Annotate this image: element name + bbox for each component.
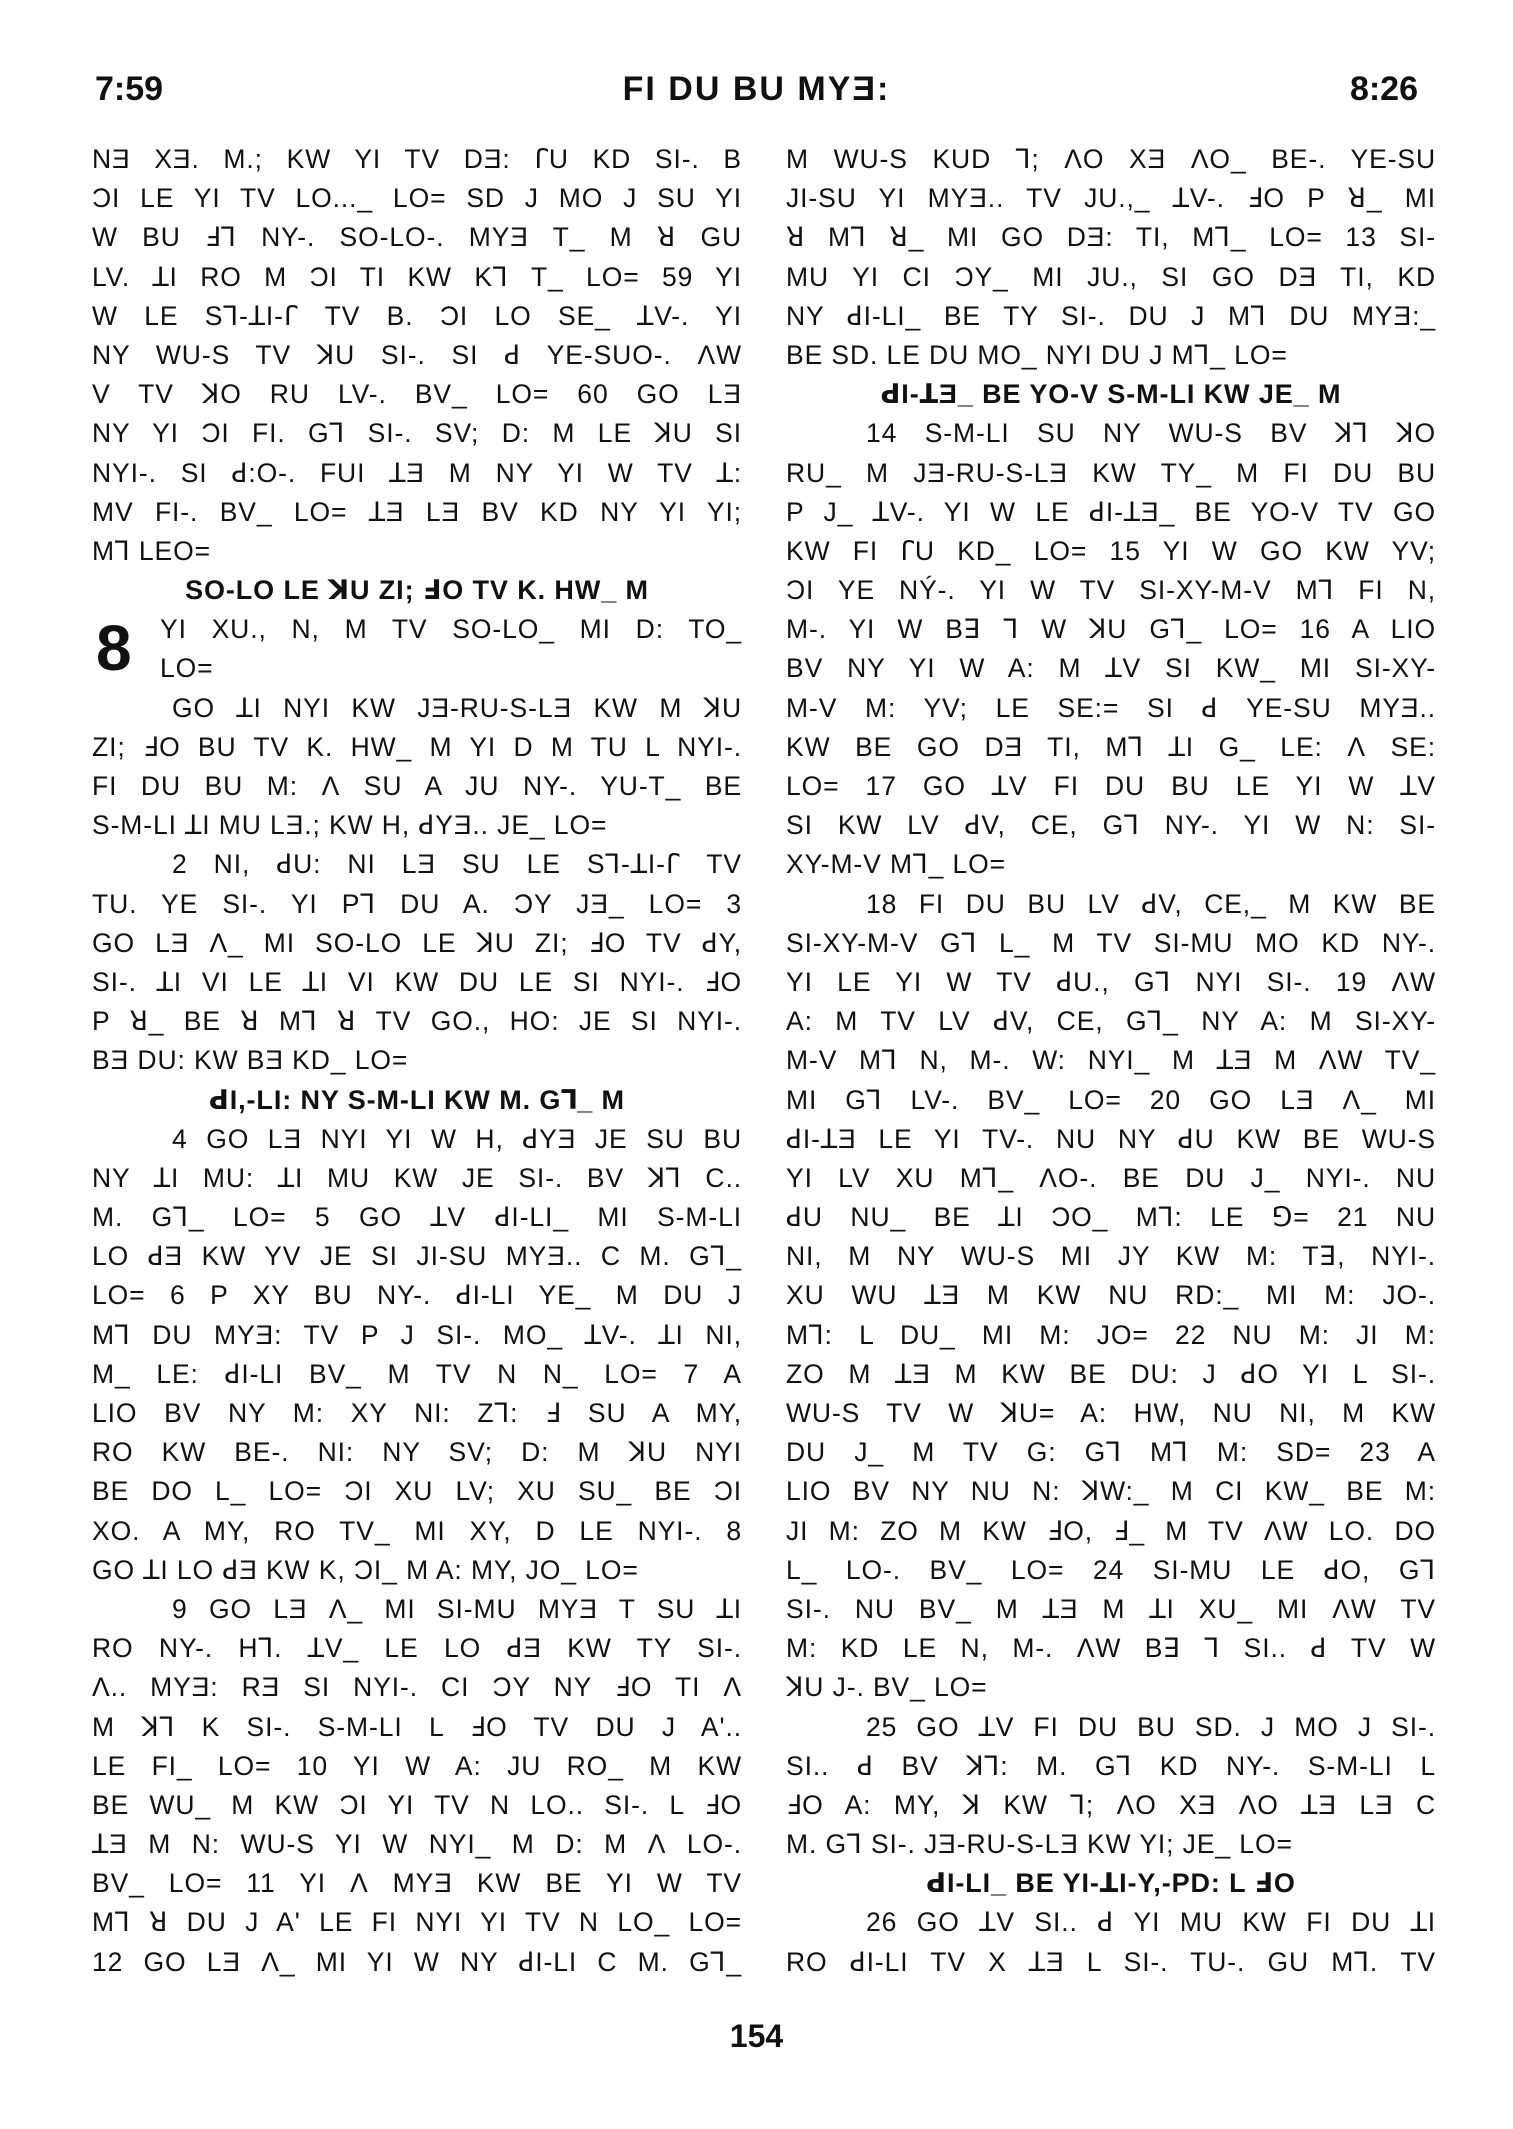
- text-line: LO ꓒƎ KW YV JE SI JI-SU MYƎ.. C M. Gꓶ_: [92, 1241, 742, 1272]
- text-line: NY WU-S TV ꓘU SI-. SI ꓒ YE-SUO-. ɅW: [92, 339, 742, 370]
- text-line: P ꓤ_ BE ꓤ Mꓶ ꓤ TV GO., HO: JE SI NYI-.: [92, 1006, 742, 1037]
- text-line: XO. A MY, RO TV_ MI XY, D LE NYI-. 8: [92, 1515, 742, 1546]
- text-line: SI.. ꓒ BV ꓘꓶ: M. Gꓶ KD NY-. S-M-LI L: [786, 1750, 1436, 1781]
- text-line: KW FI ꓩU KD_ LO= 15 YI W GO KW YV;: [786, 535, 1436, 566]
- text-line: LIO BV NY NU N: ꓘW:_ M CI KW_ BE M:: [786, 1476, 1436, 1507]
- text-line: Mꓶ LEO=: [92, 535, 212, 566]
- text-line: XU WU ꓕƎ M KW NU RD:_ MI M: JO-.: [786, 1280, 1436, 1311]
- text-line: M_ LE: ꓒI-LI BV_ M TV N N_ LO= 7 A: [92, 1358, 742, 1389]
- text-line: P J_ ꓕV-. YI W LE ꓒI-ꓕƎ_ BE YO-V TV GO: [786, 496, 1436, 527]
- text-line: NY YI ƆI FI. Gꓶ SI-. SV; D: M LE ꓘU SI: [92, 418, 742, 449]
- text-line: YI LV XU Mꓶ_ ɅO-. BE DU J_ NYI-. NU: [786, 1162, 1436, 1193]
- text-line: YI LE YI W TV ꓒU., Gꓶ NYI SI-. 19 ɅW: [786, 966, 1436, 997]
- text-line: ƆI YE NÝ-. YI W TV SI-XY-M-V Mꓶ FI N,: [786, 575, 1436, 606]
- text-line: YI XU., N, M TV SO-LO_ MI D: TO_: [160, 614, 742, 645]
- text-line: SI KW LV ꓒV, CE, Gꓶ NY-. YI W N: SI-: [786, 810, 1436, 841]
- text-line: ƆI LE YI TV LO..._ LO= SD J MO J SU YI: [92, 183, 742, 214]
- text-line: LO=: [160, 653, 214, 684]
- text-line: LE FI_ LO= 10 YI W A: JU RO_ M KW: [92, 1750, 742, 1781]
- text-line: 25 GO ꓕV FI DU BU SD. J MO J SI-.: [866, 1711, 1436, 1742]
- text-line: M WU-S KUD ꓶ; ɅO XƎ ɅO_ BE-. YE-SU: [786, 144, 1436, 174]
- left-text-column: [92, 140, 742, 1982]
- text-line: 18 FI DU BU LV ꓒV, CE,_ M KW BE: [866, 888, 1436, 919]
- chapter-opening: [92, 610, 742, 688]
- text-line: FI DU BU M: Ʌ SU A JU NY-. YU-T_ BE: [92, 771, 742, 801]
- text-line: GO LƎ Ʌ_ MI SO-LO LE ꓘU ZI; ꓞO TV ꓒY,: [92, 927, 742, 958]
- text-line: ZO M ꓕƎ M KW BE DU: J ꓒO YI L SI-.: [786, 1358, 1436, 1389]
- text-line: LO= 6 P XY BU NY-. ꓒI-LI YE_ M DU J: [92, 1280, 742, 1311]
- text-line: RU_ M JƎ-RU-S-LƎ KW TY_ M FI DU BU: [786, 457, 1436, 488]
- text-line: 12 GO LƎ Ʌ_ MI YI W NY ꓒI-LI C M. Gꓶ_: [92, 1946, 742, 1977]
- text-line: NI, M NY WU-S MI JY KW M: Tꓱ, NYI-.: [786, 1241, 1436, 1272]
- text-line: BV NY YI W A: M ꓕV SI KW_ MI SI-XY-: [786, 653, 1436, 684]
- text-line: LO= 17 GO ꓕV FI DU BU LE YI W ꓕV: [786, 771, 1436, 801]
- text-line: TU. YE SI-. YI Pꓶ DU A. ƆY JƎ_ LO= 3: [92, 888, 742, 919]
- section-heading: ꓒI-LI_ BE YI-ꓕI-Y,-PD: L ꓞO: [926, 1868, 1296, 1899]
- text-line: BE WU_ M KW ƆI YI TV N LO.. SI-. L ꓞO: [92, 1789, 742, 1820]
- text-line: MI Gꓶ LV-. BV_ LO= 20 GO LƎ Ʌ_ MI: [786, 1084, 1436, 1115]
- text-line: 4 GO LƎ NYI YI W H, ꓒYƎ JE SU BU: [172, 1123, 742, 1154]
- text-line: Ʌ.. MYƎ: RƎ SI NYI-. CI ƆY NY ꓞO TI Ʌ: [92, 1672, 742, 1703]
- text-line: NƎ XƎ. M.; KW YI TV DƎ: ꓩU KD SI-. B: [92, 144, 742, 174]
- text-line: M ꓘꓶ K SI-. S-M-LI L ꓞO TV DU J A'..: [92, 1711, 742, 1742]
- section-heading: SO-LO LE ꓘU ZI; ꓞO TV K. HW_ M: [185, 575, 649, 606]
- text-line: LV. ꓕI RO M ƆI TI KW Kꓶ T_ LO= 59 YI: [92, 261, 742, 292]
- text-line: Mꓶ ꓤ DU J A' LE FI NYI YI TV N LO_ LO=: [92, 1907, 742, 1938]
- text-line: Mꓶ: L DU_ MI M: JO= 22 NU M: JI M:: [786, 1319, 1436, 1350]
- text-line: JI M: ZO M KW ꓞO, ꓞ_ M TV ɅW LO. DO: [786, 1515, 1436, 1546]
- text-line: BE SD. LE DU MO_ NYI DU J Mꓶ_ LO=: [786, 339, 1288, 370]
- text-line: S-M-LI ꓕI MU LƎ.; KW H, ꓒYƎ.. JE_ LO=: [92, 810, 608, 841]
- text-line: M. Gꓶ_ LO= 5 GO ꓕV ꓒI-LI_ MI S-M-LI: [92, 1202, 742, 1233]
- text-line: M-V M: YV; LE SE:= SI ꓒ YE-SU MYƎ..: [786, 692, 1436, 723]
- text-line: W BU ꓞꓶ NY-. SO-LO-. MYƎ T_ M ꓤ GU: [92, 222, 742, 253]
- text-line: L_ LO-. BV_ LO= 24 SI-MU LE ꓒO, Gꓶ: [786, 1554, 1436, 1585]
- page-number: 154: [729, 2018, 784, 2054]
- text-line: ꓘU J-. BV_ LO=: [786, 1672, 988, 1703]
- header-book-title: FI DU BU MYƎ:: [622, 70, 891, 108]
- text-line: LIO BV NY M: XY NI: Zꓶ: ꓞ SU A MY,: [92, 1398, 742, 1428]
- section-heading: ꓒI-ꓕƎ_ BE YO-V S-M-LI KW JE_ M: [880, 379, 1342, 410]
- header-right-reference: 8:26: [1349, 70, 1418, 108]
- text-line: GO ꓕI NYI KW JƎ-RU-S-LƎ KW M ꓘU: [172, 692, 742, 723]
- text-line: SI-. ꓕI VI LE ꓕI VI KW DU LE SI NYI-. ꓞO: [92, 966, 742, 997]
- text-line: SI-. NU BV_ M ꓕƎ M ꓕI XU_ MI ɅW TV: [786, 1593, 1436, 1624]
- text-line: ꓞO A: MY, ꓘ KW ꓶ; ɅO XƎ ɅO ꓕƎ LƎ C: [786, 1789, 1436, 1820]
- text-line: SI-XY-M-V Gꓶ L_ M TV SI-MU MO KD NY-.: [786, 927, 1436, 958]
- text-line: RO ꓒI-LI TV X ꓕƎ L SI-. TU-. GU Mꓶ. TV: [786, 1946, 1436, 1977]
- text-line: RO KW BE-. NI: NY SV; D: M ꓘU NYI: [92, 1437, 742, 1468]
- running-header: [95, 70, 1418, 120]
- text-line: A: M TV LV ꓒV, CE, Gꓶ_ NY A: M SI-XY-: [786, 1006, 1436, 1037]
- text-line: MU YI CI ƆY_ MI JU., SI GO DƎ TI, KD: [786, 261, 1436, 292]
- right-text-column: [786, 140, 1436, 1982]
- text-line: ꓒI-ꓕƎ LE YI TV-. NU NY ꓒU KW BE WU-S: [786, 1123, 1436, 1154]
- text-line: W LE Sꓶ-ꓕI-ꓩ TV B. ƆI LO SE_ ꓕV-. YI: [92, 300, 742, 331]
- text-line: RO NY-. Hꓶ. ꓕV_ LE LO ꓒƎ KW TY SI-.: [92, 1633, 742, 1664]
- section-heading: ꓒI,-LI: NY S-M-LI KW M. Gꓶ_ M: [209, 1084, 625, 1115]
- text-line: ꓒU NU_ BE ꓕI ƆO_ Mꓶ: LE ꓨ= 21 NU: [786, 1202, 1436, 1233]
- text-line: JI-SU YI MYƎ.. TV JU.,_ ꓕV-. ꓞO P ꓤ_ MI: [786, 183, 1436, 214]
- text-line: 9 GO LƎ Ʌ_ MI SI-MU MYƎ T SU ꓕI: [172, 1593, 742, 1624]
- header-left-reference: 7:59: [95, 70, 164, 108]
- text-line: NY ꓒI-LI_ BE TY SI-. DU J Mꓶ DU MYƎ:_: [786, 300, 1436, 331]
- text-line: KW BE GO DƎ TI, Mꓶ ꓕI G_ LE: Ʌ SE:: [786, 731, 1436, 762]
- text-line: Mꓶ DU MYƎ: TV P J SI-. MO_ ꓕV-. ꓕI NI,: [92, 1319, 742, 1350]
- text-line: M-. YI W Bꓱ ꓶ W ꓘU Gꓶ_ LO= 16 A LIO: [786, 614, 1436, 645]
- text-line: V TV ꓘO RU LV-. BV_ LO= 60 GO LƎ: [92, 379, 742, 410]
- text-line: NY ꓕI MU: ꓕI MU KW JE SI-. BV ꓘꓶ C..: [92, 1162, 742, 1193]
- text-line: WU-S TV W ꓘU= A: HW, NU NI, M KW: [786, 1398, 1436, 1428]
- text-line: M-V Mꓶ N, M-. W: NYI_ M ꓕƎ M ɅW TV_: [786, 1045, 1436, 1076]
- text-line: DU J_ M TV G: Gꓶ Mꓶ M: SD= 23 A: [786, 1437, 1436, 1468]
- text-line: BE DO L_ LO= ƆI XU LV; XU SU_ BE ƆI: [92, 1476, 742, 1507]
- text-line: GO ꓕI LO ꓒƎ KW K, ƆI_ M A: MY, JO_ LO=: [92, 1554, 639, 1585]
- text-line: 14 S-M-LI SU NY WU-S BV ꓘꓶ ꓘO: [866, 418, 1436, 449]
- text-line: ZI; ꓞO BU TV K. HW_ M YI D M TU L NYI-.: [92, 731, 742, 762]
- chapter-number: 8: [96, 612, 133, 685]
- text-line: ꓤ Mꓶ ꓤ_ MI GO DƎ: TI, Mꓶ_ LO= 13 SI-: [786, 222, 1436, 253]
- text-line: BƎ DU: KW BƎ KD_ LO=: [92, 1045, 409, 1076]
- text-line: BV_ LO= 11 YI Ʌ MYƎ KW BE YI W TV: [92, 1868, 742, 1899]
- text-line: NYI-. SI ꓒ:O-. FUI ꓕƎ M NY YI W TV ꓕ:: [92, 457, 742, 488]
- text-line: 2 NI, ꓒU: NI LƎ SU LE Sꓶ-ꓕI-ꓩ TV: [172, 849, 742, 880]
- text-line: ꓕƎ M N: WU-S YI W NYI_ M D: M Ʌ LO-.: [92, 1829, 742, 1860]
- text-line: MV FI-. BV_ LO= ꓕƎ LƎ BV KD NY YI YI;: [92, 496, 742, 527]
- text-line: M: KD LE N, M-. ɅW Bꓱ ꓶ SI.. ꓒ TV W: [786, 1633, 1436, 1664]
- text-line: XY-M-V Mꓶ_ LO=: [786, 849, 1007, 880]
- text-line: 26 GO ꓕV SI.. ꓒ YI MU KW FI DU ꓕI: [866, 1907, 1436, 1938]
- text-line: M. Gꓶ SI-. JƎ-RU-S-LƎ KW YI; JE_ LO=: [786, 1829, 1293, 1860]
